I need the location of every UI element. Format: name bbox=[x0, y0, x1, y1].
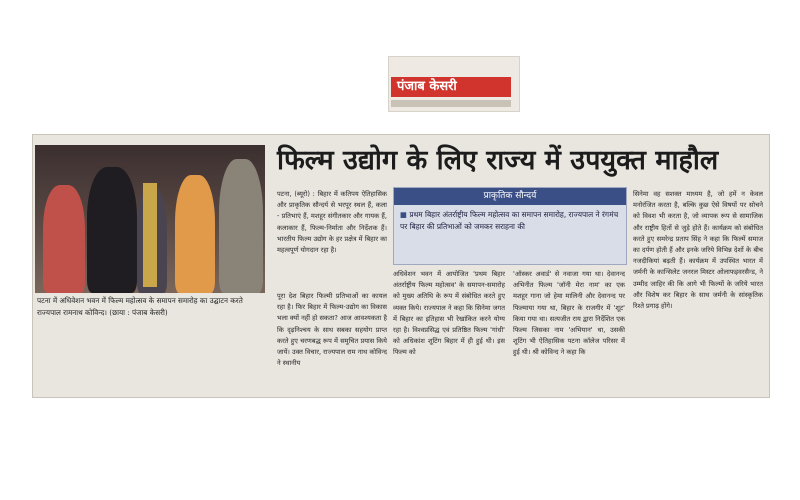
article-column-3 bbox=[513, 269, 625, 395]
highlight-box-body: प्रथम बिहार अंतर्राष्ट्रीय फिल्म महोत्सव का समापन समारोह, राज्यपाल ने रंगमंच पर बिहार की प्रतिभाओं को जमकर सराहना की bbox=[400, 210, 619, 231]
column-1-text: पटना, (ब्यूरो) : बिहार में कतिपय ऐतिहासिक और प्राकृतिक सौन्दर्य से भरपूर स्थल हैं, कला - प्रतिभाएं हैं, मशहूर संगीतकार और गायक हैं, कलाकार हैं, फिल्म-निर्माता और निर्देशक हैं। भारतीय फिल्म उद्योग के हर प्रक्षेत्र में बिहार का महत्वपूर्ण योगदान रहा है। bbox=[277, 190, 387, 255]
photo-caption: पटना में अधिवेशन भवन में फिल्म महोत्सव के समापन समारोह का उद्घाटन करते राज्यपाल रामनाथ कोविन्द। (छाया : पंजाब केसरी) bbox=[37, 296, 243, 317]
column-2-text: अधिवेशन भवन में आयोजित 'प्रथम बिहार अंतर्राष्ट्रीय फिल्म महोत्सव' के समापन-समारोह को मुख्य अतिथि के रूप में संबोधित करते हुए व्यक्त किये। राज्यपाल ने कहा कि सिनेमा जगत में बिहार का इतिहास भी रेखांकित करने योग्य रहा है। विश्वप्रसिद्ध एवं प्रतिष्ठित फिल्म 'गांधी' को अधिकांश शूटिंग बिहार में ही हुई थी। इस फिल्म को bbox=[393, 270, 505, 357]
highlight-box-text bbox=[394, 205, 626, 237]
photo-person-woman bbox=[43, 185, 85, 293]
newspaper-logo: पंजाब केसरी bbox=[391, 77, 511, 97]
highlight-box bbox=[393, 187, 627, 265]
article-column-2 bbox=[393, 269, 505, 395]
newspaper-clipping bbox=[32, 134, 770, 398]
photo-person-foreign-guest bbox=[219, 159, 263, 293]
ceremonial-lamp bbox=[143, 183, 157, 287]
masthead-strip bbox=[391, 100, 511, 107]
column-3-text: 'ऑस्कर अवार्ड' से नवाजा गया था। देवानन्द अभिनीत फिल्म 'जॉनी मेरा नाम' का एक मशहूर गाना जो हेमा मालिनी और देवानन्द पर फिल्माया गया था, बिहार के राजगीर में 'शूट' किया गया था। सत्यजीत राय द्वारा निर्देशित एक फिल्म जिसका नाम 'अभियान' था, उसकी शूटिंग भी ऐतिहासिक पटना कॉलेज परिसर में हुई थी। श्री कोविन्द ने कहा कि bbox=[513, 270, 625, 357]
highlight-box-title: प्राकृतिक सौन्दर्य bbox=[394, 188, 626, 205]
event-photo bbox=[35, 145, 265, 293]
article-column-1-continued bbox=[277, 291, 387, 395]
article-headline: फिल्म उद्योग के लिए राज्य में उपयुक्त माहौल bbox=[277, 145, 719, 176]
article-column-4 bbox=[633, 189, 763, 395]
bullet-icon: ■ bbox=[400, 210, 407, 219]
photo-person-orange-shirt bbox=[175, 175, 215, 293]
article-column-1 bbox=[277, 189, 387, 285]
column-1b-text: पूरा देश बिहार फिल्मी प्रतिभाओं का कायल रहा है। फिर बिहार में फिल्म-उद्योग का विकास भला क्यों नहीं हो सकता? आज आवश्यकता है कि दृढ़निश्चय के साथ सबका सहयोग प्राप्त करते हुए चरणबद्ध रूप में समुचित प्रयास किये जायें। उक्त विचार, राज्यपाल राम नाथ कोविन्द ने स्थानीय bbox=[277, 292, 387, 368]
newspaper-masthead bbox=[388, 56, 520, 112]
photo-person-governor bbox=[87, 167, 137, 293]
column-4-text: सिनेमा वह सशक्त माध्यम है, जो हमें न केवल मनोरंजित करता है, बल्कि कुछ ऐसे विषयों पर सोचने को विवश भी करता है, जो व्यापक रूप से सामाजिक और राष्ट्रीय हितों से जुड़े होते हैं। कार्यक्रम को संबोधित करते हुए समरेन्द्र प्रताप सिंह ने कहा कि फिल्में समाज का दर्पण होती हैं और इनके जरिये विभिन्न देशों के बीच नजदीकियां बढ़ती हैं। कार्यक्रम में उपस्थित भारत में जर्मनी के कान्सिलेट जनरल मिस्टर ओलाफइवरसैन्ड, ने उम्मीद जाहिर की कि आगे भी फिल्मों के जरिये भारत और विशेष कर बिहार के साथ जर्मनी के सांस्कृतिक रिश्ते प्रगाढ़ होंगे। bbox=[633, 190, 763, 311]
